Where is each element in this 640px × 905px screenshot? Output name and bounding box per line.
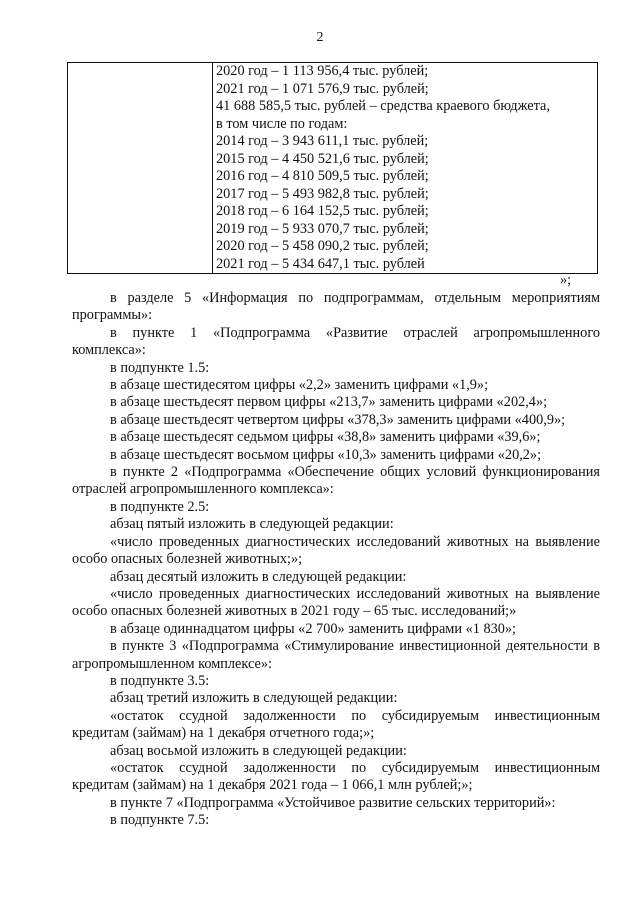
paragraph: в пункте 2 «Подпрограмма «Обеспечение общих условий функционирования отраслей агропромышленного комплекса»:: [72, 464, 600, 498]
table-right-cell: [213, 63, 598, 274]
paragraph: абзац восьмой изложить в следующей редакции:: [110, 742, 407, 759]
financing-line: 2019 год – 5 933 070,7 тыс. рублей;: [216, 220, 429, 237]
paragraph: в абзаце шестьдесят седьмом цифры «38,8» заменить цифрами «39,6»;: [110, 429, 541, 446]
amendments-text: [72, 290, 600, 830]
paragraph: абзац пятый изложить в следующей редакции:: [110, 516, 394, 533]
paragraph: абзац десятый изложить в следующей редакции:: [110, 568, 407, 585]
financing-line: 2014 год – 3 943 611,1 тыс. рублей;: [216, 133, 429, 149]
financing-line: 2015 год – 4 450 521,6 тыс. рублей;: [216, 150, 429, 167]
table-left-cell: [68, 63, 213, 274]
page-number: 2: [316, 30, 324, 45]
paragraph: в подпункте 3.5:: [110, 672, 210, 689]
paragraph: в абзаце шестьдесят четвертом цифры «378,3» заменить цифрами «400,9»;: [110, 411, 566, 428]
table-row: [68, 63, 598, 274]
financing-line: 2020 год – 5 458 090,2 тыс. рублей;: [216, 238, 429, 254]
paragraph: абзац третий изложить в следующей редакции:: [110, 690, 398, 707]
paragraph: «число проведенных диагностических исследований животных на выявление особо опасных болезней животных;»;: [72, 533, 600, 568]
paragraph: «остаток ссудной задолженности по субсидируемым инвестиционным кредитам (займам) на 1 декабря 2021 года – 1 066,1 млн рублей;»;: [72, 759, 600, 794]
paragraph: в подпункте 2.5:: [110, 498, 210, 515]
paragraph: в абзаце шестьдесят восьмом цифры «10,3» заменить цифрами «20,2»;: [110, 446, 542, 463]
financing-line: в том числе по годам:: [216, 115, 348, 132]
paragraph: в пункте 1 «Подпрограмма «Развитие отраслей агропромышленного комплекса»:: [72, 324, 600, 359]
closing-quote: »;: [560, 272, 572, 288]
financing-line: 2017 год – 5 493 982,8 тыс. рублей;: [216, 185, 429, 202]
paragraph: в подпункте 1.5:: [110, 359, 210, 376]
financing-line: 2021 год – 1 071 576,9 тыс. рублей;: [216, 80, 429, 97]
financing-line: 2021 год – 5 434 647,1 тыс. рублей: [216, 255, 425, 272]
paragraph: в пункте 3 «Подпрограмма «Стимулирование инвестиционной деятельности в агропромышленном комплексе»:: [72, 638, 600, 672]
financing-line: 2018 год – 6 164 152,5 тыс. рублей;: [216, 203, 429, 219]
paragraph: «остаток ссудной задолженности по субсидируемым инвестиционным кредитам (займам) на 1 декабря отчетного года;»;: [72, 707, 600, 742]
paragraph: «число проведенных диагностических исследований животных на выявление особо опасных болезней животных в 2021 году – 65 тыс. исследований;»: [72, 585, 600, 620]
paragraph: в подпункте 7.5:: [110, 812, 210, 829]
financing-line: 2020 год – 1 113 956,4 тыс. рублей;: [216, 63, 429, 79]
paragraph: в абзаце шестидесятом цифры «2,2» заменить цифрами «1,9»;: [110, 377, 489, 394]
paragraph: в абзаце шестьдесят первом цифры «213,7» заменить цифрами «202,4»;: [110, 394, 548, 411]
paragraph: в пункте 7 «Подпрограмма «Устойчивое развитие сельских территорий»:: [110, 794, 556, 811]
paragraph: в абзаце одиннадцатом цифры «2 700» заменить цифрами «1 830»;: [110, 620, 517, 637]
paragraph: в разделе 5 «Информация по подпрограммам, отдельным мероприятиям программы»:: [72, 290, 600, 324]
financing-line: 41 688 585,5 тыс. рублей – средства краевого бюджета,: [216, 98, 550, 114]
financing-table: [67, 62, 598, 274]
financing-line: 2016 год – 4 810 509,5 тыс. рублей;: [216, 168, 429, 184]
